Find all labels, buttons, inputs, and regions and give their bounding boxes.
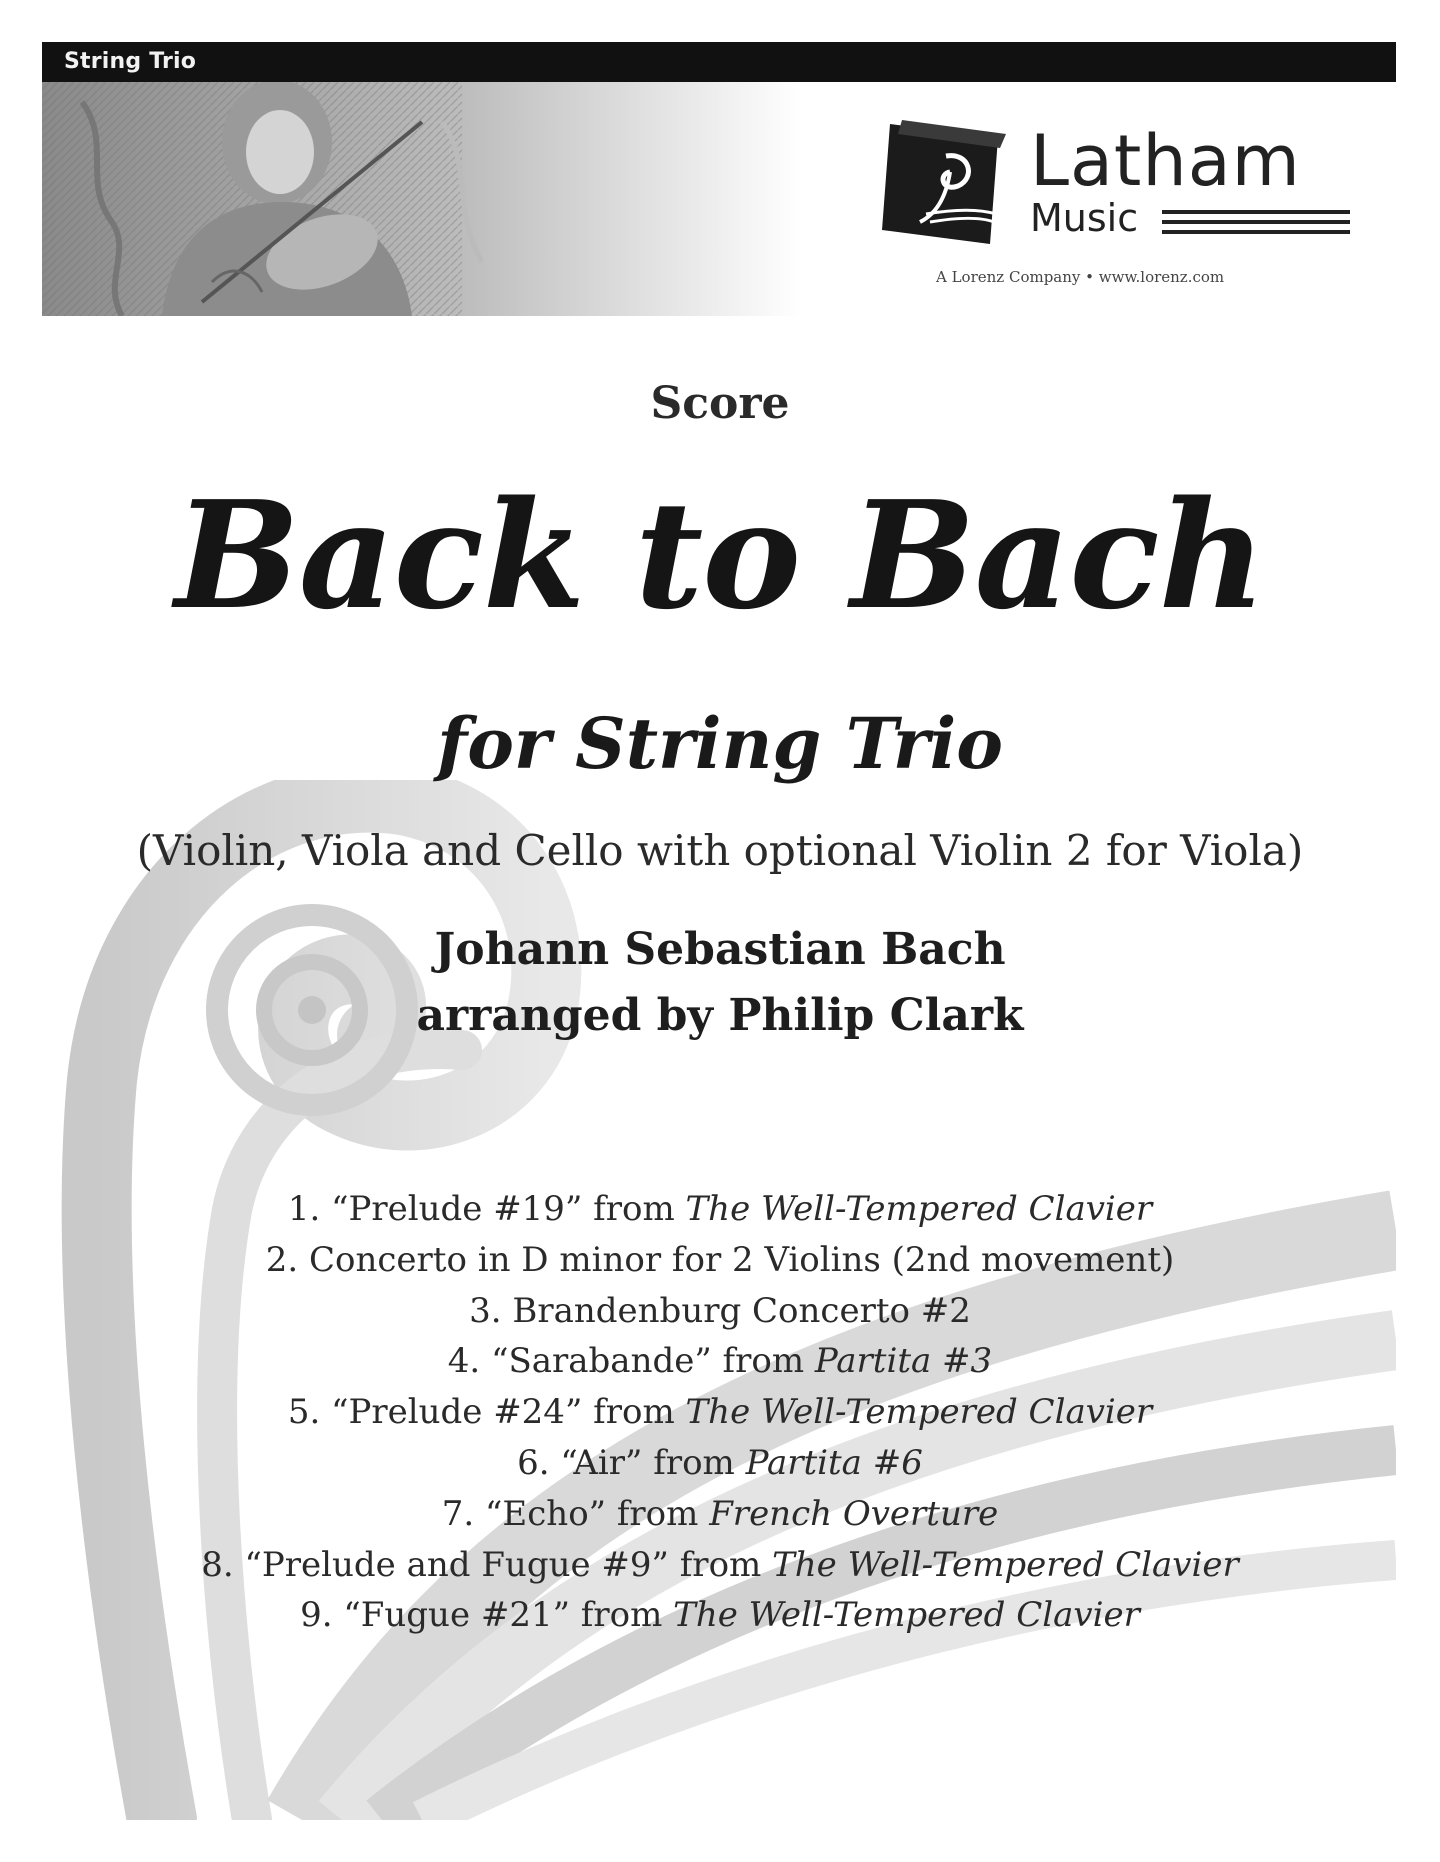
publisher-logo	[880, 118, 1350, 298]
list-item: 8. “Prelude and Fugue #9” from The Well-Tempered Clavier	[201, 1544, 1239, 1585]
page-title: Back to Bach	[174, 468, 1266, 642]
publisher-tagline: A Lorenz Company • www.lorenz.com	[936, 268, 1225, 286]
document-type: Score	[650, 378, 790, 429]
list-item: 6. “Air” from Partita #6	[517, 1442, 923, 1483]
series-label: String Trio	[64, 49, 197, 74]
composer: Johann Sebastian Bach	[434, 924, 1006, 975]
list-item: 3. Brandenburg Concerto #2	[469, 1290, 971, 1331]
list-item: 7. “Echo” from French Overture	[441, 1493, 999, 1534]
publisher-name: Latham	[1030, 120, 1301, 202]
publisher-sub: Music	[1030, 196, 1139, 240]
list-item: 1. “Prelude #19” from The Well-Tempered Clavier	[287, 1189, 1153, 1229]
list-item: 5. “Prelude #24” from The Well-Tempered Clavier	[287, 1392, 1153, 1433]
page-subtitle: for String Trio	[437, 702, 1003, 785]
list-item: 4. “Sarabande” from Partita #3	[447, 1341, 993, 1382]
contents-list	[0, 1184, 1440, 1641]
arranger: arranged by Philip Clark	[416, 990, 1024, 1041]
latham-logo-icon	[880, 118, 1010, 248]
list-item: 9. “Fugue #21” from The Well-Tempered Clavier	[300, 1595, 1140, 1636]
list-item: 2. Concerto in D minor for 2 Violins (2nd movement)	[265, 1239, 1175, 1280]
violinist-illustration	[42, 82, 802, 316]
staff-lines-mark	[1162, 206, 1350, 242]
header-bar	[42, 42, 1396, 82]
instrumentation: (Violin, Viola and Cello with optional Violin 2 for Viola)	[136, 826, 1304, 875]
